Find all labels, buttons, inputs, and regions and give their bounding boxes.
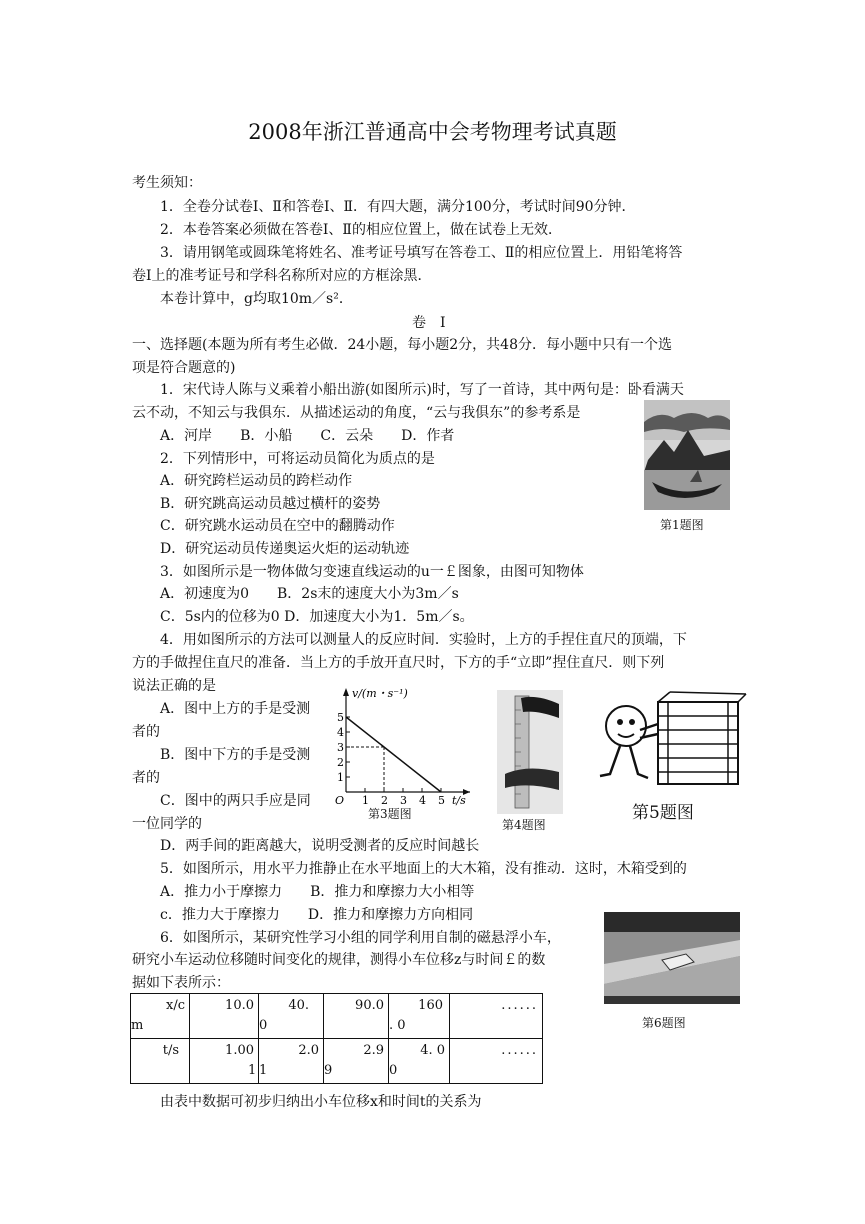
table-cell: t/s [131,1039,190,1084]
q4-option-a: A．图中上方的手是受测 [160,701,311,717]
data-table [130,993,543,1084]
x-tick-label: 1 [362,794,369,807]
q4-option-b: B．图中下方的手是受测 [160,747,311,763]
q4-option-b-cont: 者的 [132,770,160,786]
q3-options-ab: A．初速度为0 B．2s末的速度大小为3m／s [160,586,459,602]
q5-options-cd: c．推力大于摩擦力 D．推力和摩擦力方向相同 [160,907,474,923]
q2-option-b: B．研究跳高运动员越过横杆的姿势 [160,496,381,512]
notice-item-3a: 3．请用钢笔或圆珠笔将姓名、准考证号填写在答卷工、Ⅱ的相应位置上．用铅笔将答 [160,245,683,261]
figure-6-caption: 第6题图 [642,1016,686,1030]
section-title: 卷 Ⅰ [412,315,446,331]
q2-option-c: C．研究跳水运动员在空中的翻腾动作 [160,518,395,534]
q6-line-b: 研究小车运动位移随时间变化的规律，测得小车位移z与时间￡的数 [132,952,546,968]
y-tick-label: 3 [337,741,344,754]
y-tick-label: 2 [337,756,344,769]
x-tick-label: 3 [400,794,407,807]
table-cell: 1.00 1 [190,1039,259,1084]
table-row [131,994,543,1039]
x-axis-label: t/s [452,794,466,807]
figure-4-ruler-image [497,690,563,814]
notice-item-1: 1．全卷分试卷Ⅰ、Ⅱ和答卷Ⅰ、Ⅱ．有四大题，满分100分，考试时间90分钟． [160,199,636,215]
q4-line-b: 方的手做捏住直尺的准备．当上方的手放开直尺时，下方的手“立即”捏住直尺．则下列 [132,655,665,671]
figure-5-caption: 第5题图 [632,803,694,823]
q1-options: A．河岸 B．小船 C．云朵 D．作者 [160,428,455,444]
table-cell: 4. 0 0 [389,1039,450,1084]
y-tick-label: 4 [337,726,344,739]
part1-line-b: 项是符合题意的) [132,360,236,376]
q6-line-c: 据如下表所示： [132,975,230,991]
figure-5-crate-image [596,690,748,790]
x-tick-label: 2 [381,794,388,807]
q1-line-b: 云不动，不知云与我俱东．从描述运动的角度，“云与我俱东”的参考系是 [132,405,581,421]
x-tick-label: 4 [419,794,426,807]
table-cell: x/c m [131,994,190,1039]
table-cell: 40. 0 [259,994,324,1039]
table-cell: ...... [450,1039,543,1084]
table-cell: 2.9 9 [324,1039,389,1084]
figure-1-boat-image [644,400,730,510]
origin-label: O [335,794,345,807]
table-row [131,1039,543,1084]
figure-4-caption: 第4题图 [502,818,546,832]
notice-item-2: 2．本卷答案必须做在答卷Ⅰ、Ⅱ的相应位置上，做在试卷上无效． [160,222,562,238]
y-tick-label: 5 [337,711,344,724]
notice-heading: 考生须知： [132,175,202,191]
y-tick-label: 1 [337,771,344,784]
figure-3-caption: 第3题图 [368,807,412,821]
g-note: 本卷计算中，g均取10m／s²． [160,291,353,307]
y-axis-arrow [343,688,349,696]
q6-line-a: 6．如图所示，某研究性学习小组的同学利用自制的磁悬浮小车， [160,930,561,946]
notice-item-3b: 卷Ⅰ上的准考证号和学科名称所对应的方框涂黑． [132,268,432,284]
q4-line-c: 说法正确的是 [132,678,216,694]
q6-tail: 由表中数据可初步归纳出小车位移x和时间t的关系为 [160,1094,482,1110]
table-cell: 10.0 [190,994,259,1039]
q3-options-cd: C．5s内的位移为0 D．加速度大小为1．5m／s。 [160,609,474,625]
table-cell: 160 . 0 [389,994,450,1039]
table-cell: 90.0 [324,994,389,1039]
q2-stem: 2．下列情形中，可将运动员简化为质点的是 [160,451,435,467]
y-axis-label: v/(m・s⁻¹) [352,687,408,700]
q5-options-ab: A．推力小于摩擦力 B．推力和摩擦力大小相等 [160,884,475,900]
series-line [346,717,441,792]
page-title: 2008年浙江普通高中会考物理考试真题 [248,120,617,144]
q5-stem: 5．如图所示，用水平力推静止在水平地面上的大木箱，没有推动．这时，木箱受到的 [160,861,687,877]
figure-6-maglev-image [604,912,740,1004]
figure-1-caption: 第1题图 [660,518,704,532]
q2-option-d: D．研究运动员传递奥运火炬的运动轨迹 [160,541,410,557]
q4-line-a: 4．用如图所示的方法可以测量人的反应时间．实验时，上方的手捏住直尺的顶端，下 [160,632,687,648]
q2-option-a: A．研究跨栏运动员的跨栏动作 [160,473,353,489]
figure-3-vt-graph [335,684,476,807]
x-tick-label: 5 [438,794,445,807]
part1-line-a: 一、选择题(本题为所有考生必做．24小题，每小题2分，共48分．每小题中只有一个选 [132,337,672,353]
q1-line-a: 1．宋代诗人陈与义乘着小船出游(如图所示)时，写了一首诗，其中两句是：卧看满天 [160,382,684,398]
table-cell: 2.0 1 [259,1039,324,1084]
q4-option-c-cont: 一位同学的 [132,816,202,832]
q4-option-a-cont: 者的 [132,724,160,740]
table-cell: ...... [450,994,543,1039]
q4-option-d: D．两手间的距离越大，说明受测者的反应时间越长 [160,838,480,854]
q3-stem: 3．如图所示是一物体做匀变速直线运动的u一￡图象，由图可知物体 [160,564,584,580]
q4-option-c: C．图中的两只手应是同 [160,793,311,809]
